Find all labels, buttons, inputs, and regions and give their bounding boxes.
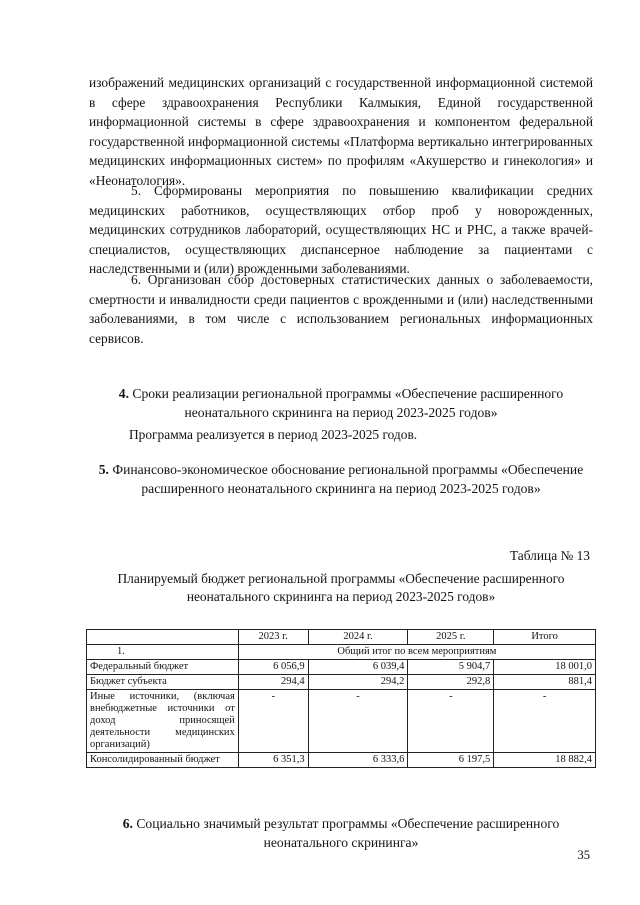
row-label: Консолидированный бюджет (87, 753, 239, 768)
paragraph-5: 5. Сформированы мероприятия по повышению квалификации средних медицинских работников, осуществляющих отбор проб у новорожденных, медицинских сотрудников лабораторий, осуществляющих НС и РНС, а также врачей-специалистов, осуществляющих диспансерное наблюдение за пациентами с наследственными и (или) врожденными заболеваниями. (89, 183, 593, 277)
section-5-heading (89, 460, 593, 498)
header-2023: 2023 г. (238, 630, 308, 645)
row-label: Иные источники, (включая внебюджетные источники от доход приносящей деятельности медицинских организаций) (87, 690, 239, 753)
group-number: 1. (87, 645, 239, 660)
section-4-text: Программа реализуется в период 2023-2025 годов. (129, 427, 418, 442)
cell-total: - (494, 690, 596, 753)
section-6-number: 6. (122, 816, 133, 831)
cell-total: 881,4 (494, 675, 596, 690)
section-4-heading (89, 384, 593, 422)
cell-2023: - (238, 690, 308, 753)
section-4-number: 4. (118, 386, 129, 401)
cell-2024: 294,2 (308, 675, 408, 690)
section-6-heading (89, 814, 593, 852)
paragraph-continuation: изображений медицинских организаций с государственной информационной системой в сфере здравоохранения Республики Калмыкия, Единой государственной информационной системы в сфере здравоохранения и компонентом федеральной государственной информационной системы «Платформа вертикально интегрированных медицинских информационных систем» по профилям «Акушерство и гинекология» и «Неонатология». (89, 75, 593, 188)
cell-2025: 292,8 (408, 675, 494, 690)
budget-table (86, 629, 596, 768)
cell-2025: 5 904,7 (408, 660, 494, 675)
page-number: 35 (577, 848, 590, 862)
section-6-title: Социально значимый результат программы «Обеспечение расширенного неонатального скрининга» (136, 816, 560, 850)
table-row (87, 675, 596, 690)
cell-2024: 6 039,4 (308, 660, 408, 675)
table-header-row (87, 630, 596, 645)
cell-2023: 6 351,3 (238, 753, 308, 768)
cell-2025: 6 197,5 (408, 753, 494, 768)
header-2025: 2025 г. (408, 630, 494, 645)
cell-2023: 6 056,9 (238, 660, 308, 675)
cell-total: 18 001,0 (494, 660, 596, 675)
row-label: Бюджет субъекта (87, 675, 239, 690)
paragraph-6: 6. Организован сбор достоверных статистических данных о заболеваемости, смертности и инвалидности среди пациентов с врожденными и (или) наследственными заболеваниями, в том числе с использованием региональных информационных сервисов. (89, 272, 593, 346)
table-number: Таблица № 13 (509, 548, 590, 563)
section-5-number: 5. (98, 462, 109, 477)
header-2024: 2024 г. (308, 630, 408, 645)
header-total: Итого (494, 630, 596, 645)
cell-2025: - (408, 690, 494, 753)
table-title: Планируемый бюджет региональной программы «Обеспечение расширенного неонатального скрининга на период 2023-2025 годов» (117, 571, 565, 604)
table-row (87, 753, 596, 768)
section-4-title: Сроки реализации региональной программы «Обеспечение расширенного неонатального скрининга на период 2023-2025 годов» (132, 386, 564, 420)
table-row (87, 690, 596, 753)
cell-total: 18 882,4 (494, 753, 596, 768)
header-empty (87, 630, 239, 645)
group-label: Общий итог по всем мероприятиям (238, 645, 595, 660)
cell-2024: 6 333,6 (308, 753, 408, 768)
table-row (87, 660, 596, 675)
cell-2024: - (308, 690, 408, 753)
table-group-row (87, 645, 596, 660)
cell-2023: 294,4 (238, 675, 308, 690)
row-label: Федеральный бюджет (87, 660, 239, 675)
section-5-title: Финансово-экономическое обоснование региональной программы «Обеспечение расширенного неонатального скрининга на период 2023-2025 годов» (112, 462, 584, 496)
